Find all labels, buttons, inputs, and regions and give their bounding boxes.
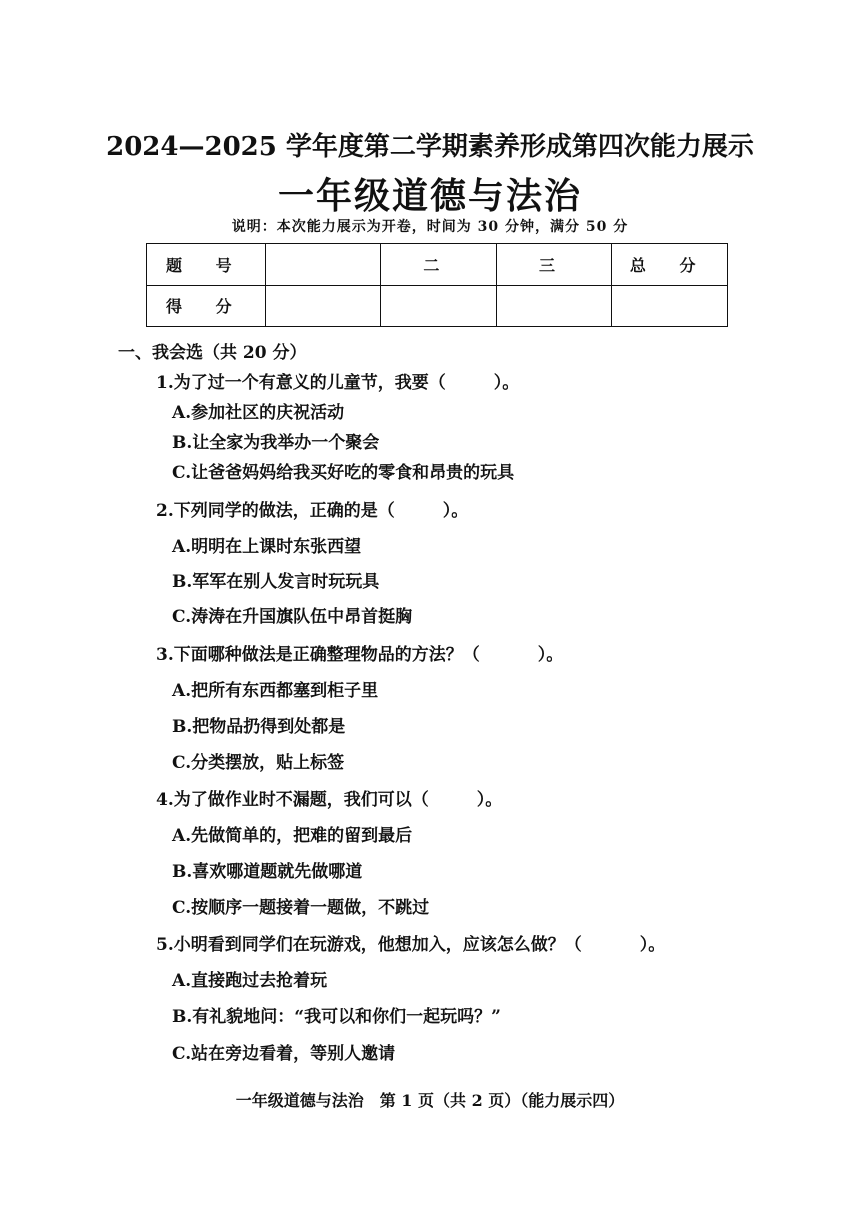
- score-input-total: [612, 285, 728, 327]
- exam-instructions: 说明：本次能力展示为开卷，时间为 30 分钟，满分 50 分: [231, 219, 629, 235]
- score-input-col2: [381, 285, 497, 327]
- option-b: B.有礼貌地问：“我可以和你们一起玩吗？”: [172, 1007, 501, 1027]
- score-table-header-row: [147, 244, 728, 286]
- question-stem: 1.为了过一个有意义的儿童节，我要（: [156, 373, 446, 393]
- question-stem: 5.小明看到同学们在玩游戏，他想加入，应该怎么做？（: [156, 935, 582, 955]
- option-c: C.涛涛在升国旗队伍中昂首挺胸: [172, 607, 413, 627]
- question-stem-end: ）。: [493, 373, 520, 393]
- score-input-col1: [265, 285, 380, 327]
- question-stem-end: ）。: [442, 501, 469, 521]
- question-stem-end: ）。: [639, 935, 666, 955]
- option-b: B.把物品扔得到处都是: [172, 717, 346, 737]
- option-b: B.喜欢哪道题就先做哪道: [172, 862, 363, 882]
- option-c: C.按顺序一题接着一题做，不跳过: [172, 898, 430, 918]
- question-4: [156, 785, 502, 810]
- option-a: A.把所有东西都塞到柜子里: [172, 681, 379, 701]
- question-3: [156, 640, 563, 665]
- score-table: [146, 243, 728, 327]
- question-stem: 4.为了做作业时不漏题，我们可以（: [156, 790, 429, 810]
- score-cell-col1: [265, 244, 380, 286]
- option-a: A.明明在上课时东张西望: [172, 537, 362, 557]
- option-c: C.站在旁边看着，等别人邀请: [172, 1044, 396, 1064]
- score-input-col3: [496, 285, 612, 327]
- score-cell-col3: 三: [496, 244, 612, 286]
- option-b: B.军军在别人发言时玩玩具: [172, 572, 380, 592]
- section-heading: 一、我会选（共 20 分）: [118, 343, 307, 363]
- page-footer: 一年级道德与法治 第 1 页（共 2 页）（能力展示四）: [235, 1091, 625, 1110]
- score-cell-col2: 二: [381, 244, 497, 286]
- option-a: A.直接跑过去抢着玩: [172, 971, 328, 991]
- score-cell-label-score: 得 分: [147, 285, 266, 327]
- score-table-score-row: [147, 285, 728, 327]
- question-2: [156, 496, 468, 521]
- question-stem: 3.下面哪种做法是正确整理物品的方法？（: [156, 645, 480, 665]
- question-1: [156, 368, 519, 393]
- question-stem-end: ）。: [537, 645, 564, 665]
- question-5: [156, 930, 665, 955]
- option-a: A.先做简单的，把难的留到最后: [172, 826, 413, 846]
- option-a: A.参加社区的庆祝活动: [172, 403, 345, 423]
- exam-title-line1: 2024—2025 学年度第二学期素养形成第四次能力展示: [106, 132, 754, 162]
- option-c: C.让爸爸妈妈给我买好吃的零食和昂贵的玩具: [172, 463, 515, 483]
- score-cell-label-question-number: 题 号: [147, 244, 266, 286]
- option-c: C.分类摆放，贴上标签: [172, 753, 345, 773]
- score-cell-total: 总 分: [612, 244, 728, 286]
- exam-title-subject: 一年级道德与法治: [277, 175, 582, 217]
- option-b: B.让全家为我举办一个聚会: [172, 433, 380, 453]
- question-stem: 2.下列同学的做法，正确的是（: [156, 501, 395, 521]
- question-stem-end: ）。: [476, 790, 503, 810]
